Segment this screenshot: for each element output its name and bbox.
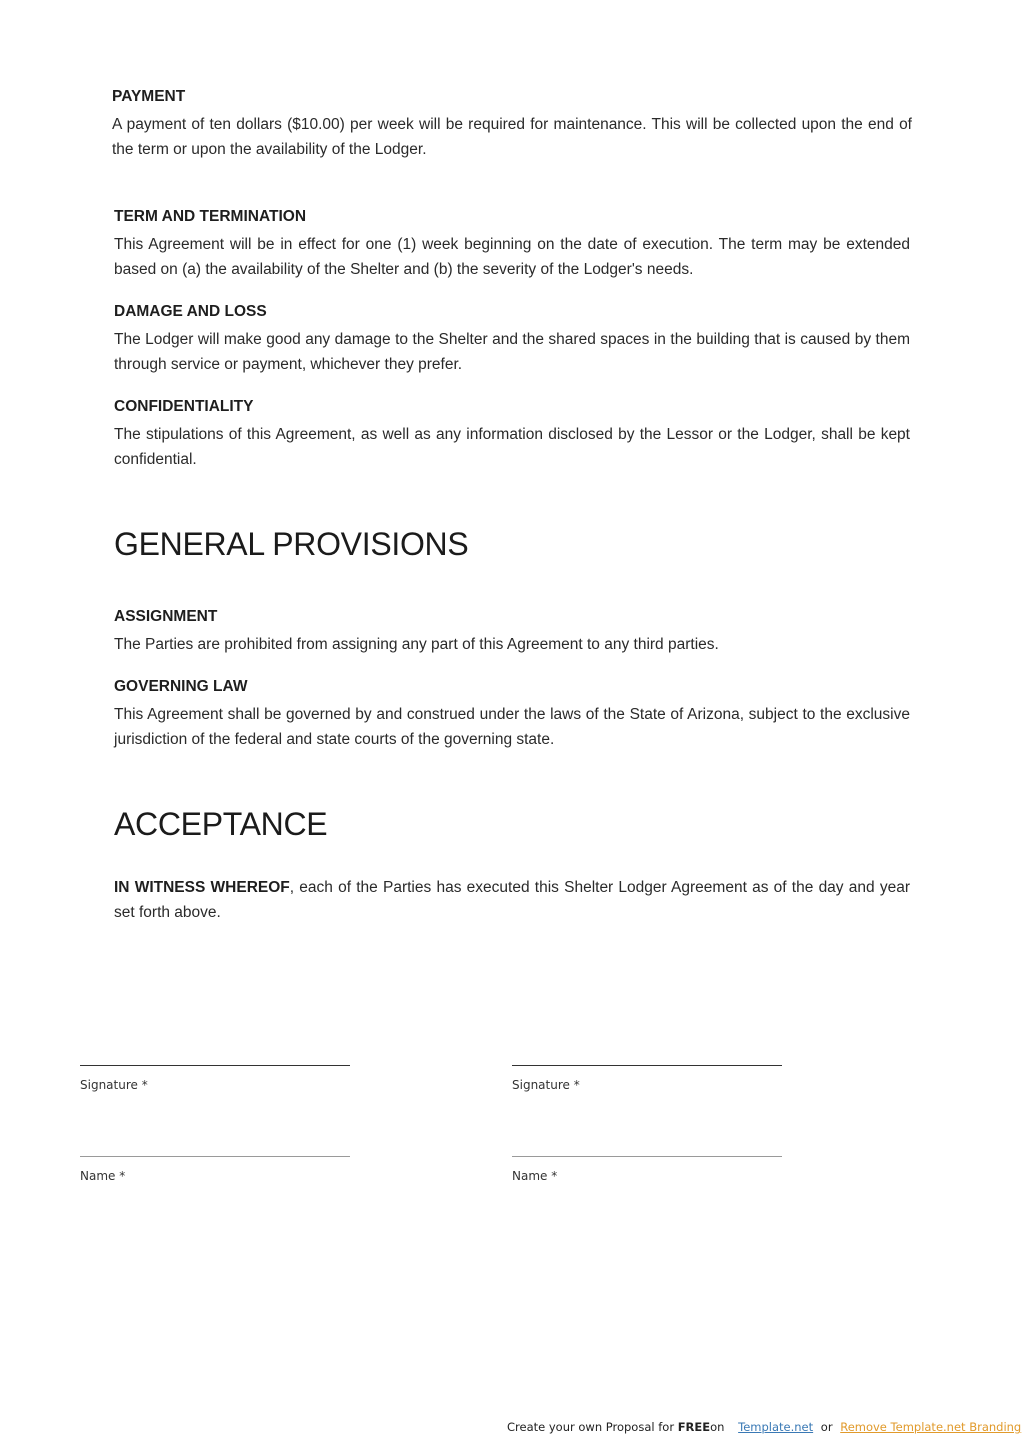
footer-prefix: Create your own Proposal for <box>507 1420 678 1434</box>
left-signature-label: Signature * <box>80 1078 148 1092</box>
damage-body: The Lodger will make good any damage to the Shelter and the shared spaces in the building that is caused by them through service or payment, whichever they prefer. <box>114 331 910 373</box>
left-name-label: Name * <box>80 1169 126 1183</box>
right-name-label: Name * <box>512 1169 558 1183</box>
governing-law-body: This Agreement shall be governed by and construed under the laws of the State of Arizona, subject to the exclusive jurisdiction of the federal and state courts of the governing state. <box>114 706 910 748</box>
confidentiality-body: The stipulations of this Agreement, as well as any information disclosed by the Lessor or the Lodger, shall be kept confidential. <box>114 426 910 468</box>
payment-section <box>112 87 912 162</box>
assignment-section <box>114 607 910 657</box>
template-net-link[interactable]: Template.net <box>738 1420 814 1434</box>
acceptance-title: ACCEPTANCE <box>114 806 328 842</box>
governing-law-section <box>114 677 910 752</box>
term-heading: TERM AND TERMINATION <box>114 208 307 225</box>
footer-branding <box>507 1419 1021 1435</box>
witness-bold: IN WITNESS WHEREOF <box>114 879 290 896</box>
right-signature-label: Signature * <box>512 1078 580 1092</box>
term-body: This Agreement will be in effect for one (1) week beginning on the date of execution. The term may be extended based on (a) the availability of the Shelter and (b) the severity of the Lodger's needs. <box>114 236 910 278</box>
confidentiality-heading: CONFIDENTIALITY <box>114 398 254 415</box>
remove-branding-link[interactable]: Remove Template.net Branding <box>840 1420 1022 1434</box>
footer-on: on <box>710 1420 725 1434</box>
footer-or: or <box>820 1420 833 1434</box>
payment-heading: PAYMENT <box>112 88 186 105</box>
assignment-body: The Parties are prohibited from assigning any part of this Agreement to any third parties. <box>114 636 719 653</box>
left-name-line[interactable] <box>80 1156 350 1157</box>
footer-free: FREE <box>677 1420 711 1434</box>
right-signature-line[interactable] <box>512 1065 782 1066</box>
assignment-heading: ASSIGNMENT <box>114 608 218 625</box>
damage-section <box>114 302 910 377</box>
general-provisions-title: GENERAL PROVISIONS <box>114 526 469 562</box>
payment-body: A payment of ten dollars ($10.00) per week will be required for maintenance. This will be collected upon the end of the term or upon the availability of the Lodger. <box>112 116 912 158</box>
left-signature-line[interactable] <box>80 1065 350 1066</box>
confidentiality-section <box>114 397 910 472</box>
witness-paragraph <box>114 875 910 925</box>
damage-heading: DAMAGE AND LOSS <box>114 303 267 320</box>
witness-text: , each of the Parties has executed this Shelter Lodger Agreement as of the day and year set forth above. <box>114 879 910 921</box>
right-name-line[interactable] <box>512 1156 782 1157</box>
governing-law-heading: GOVERNING LAW <box>114 678 248 695</box>
term-section <box>114 207 910 282</box>
